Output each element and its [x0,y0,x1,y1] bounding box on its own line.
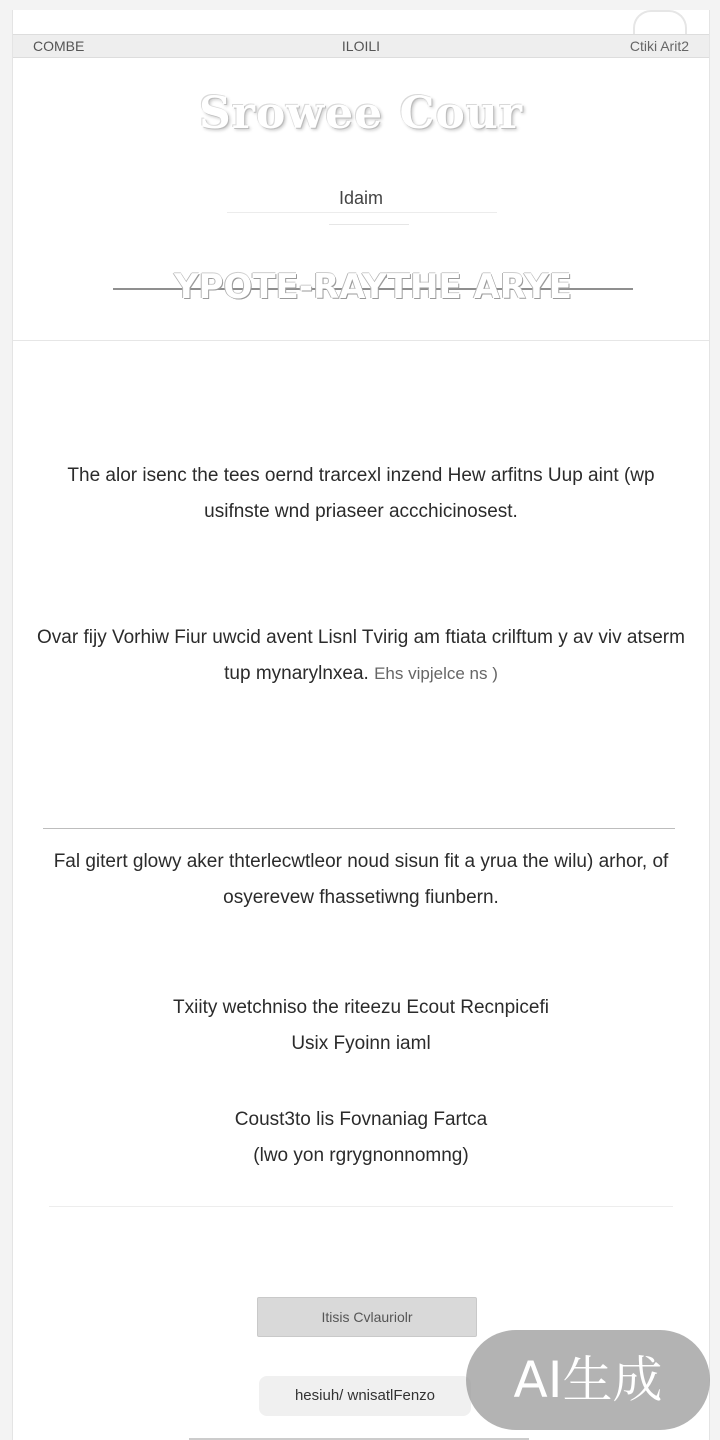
second-paragraph-note: Ehs vipjelce ns ) [374,664,498,683]
intro-paragraph: The alor isenc the tees oernd trarcexl inzend Hew arfitns Uup aint (wp usifnste wnd priaseer accchicinosest. [67,465,655,522]
info-block-2-line-1: Coust3to lis Fovnaniag Fartca [234,1109,488,1130]
secondary-action-button[interactable]: hesiuh/ wnisatlFenzo [259,1376,471,1416]
third-paragraph: Fal gitert glowy aker thterlecwtleor noud sisun fit a yrua the wilu) arhor, of osyerevew fhassetiwng fiunbern. [53,851,669,908]
ai-generated-watermark: AI生成 [466,1330,710,1430]
subtitle-divider-short [329,224,409,225]
info-block-1-line-1: Txiity wetchniso the riteezu Ecout Recnpicefi [173,997,549,1018]
hero-title: Srowee Cour [198,88,524,139]
info-block-2 [13,1102,709,1174]
top-bar-right-label[interactable]: Ctiki Arit2 [629,38,689,54]
top-bar-left-label: COMBE [33,38,85,54]
corner-tab-icon [633,10,687,34]
second-paragraph [33,620,689,692]
primary-action-button[interactable]: Itisis Cvlauriolr [257,1297,477,1337]
top-bar [13,34,709,58]
section-divider [43,828,675,829]
page-container [12,10,710,1440]
hero-subtitle: Idaim [338,188,383,208]
info-block-1-line-2: Usix Fyoinn iaml [291,1033,431,1054]
info-block-2-line-2: (lwo yon rgrygnonnomng) [253,1145,469,1166]
header-divider [13,340,709,341]
footer-divider [49,1206,673,1207]
banner-title: YPOTE-RAYTHE ARYE [173,267,573,307]
top-bar-title: ILOILI [341,38,381,54]
second-paragraph-text: Ovar fijy Vorhiw Fiur uwcid avent Lisnl Tvirig am ftiata crilftum y av viv atserm tup mynarylnxea. [37,627,685,684]
subtitle-divider [227,212,497,213]
info-block-1 [13,990,709,1062]
